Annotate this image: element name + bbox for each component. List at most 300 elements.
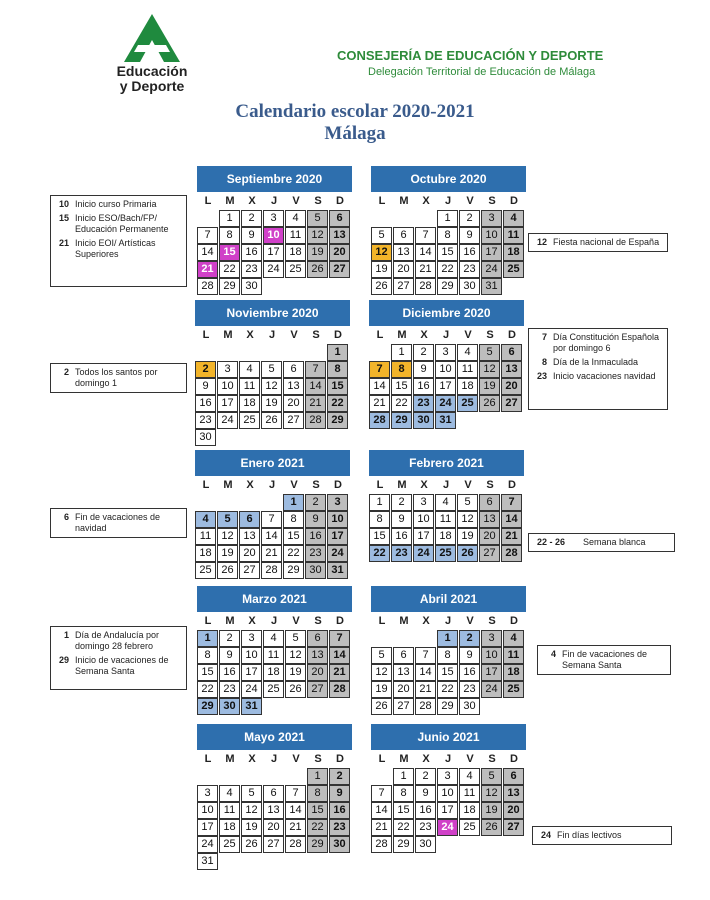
day-cell: 29 [327, 412, 348, 429]
weekday-label: M [399, 753, 409, 765]
day-cell: 20 [503, 802, 524, 819]
weekday-label: J [444, 615, 452, 627]
day-cell: 5 [457, 494, 478, 511]
day-cell: 24 [197, 836, 218, 853]
day-cell: 4 [503, 630, 524, 647]
day-cell: 2 [459, 210, 480, 227]
day-cell: 7 [285, 785, 306, 802]
day-cell: 19 [307, 244, 328, 261]
day-cell: 27 [329, 261, 350, 278]
day-cell: 22 [437, 681, 458, 698]
day-cell: 17 [413, 528, 434, 545]
day-cell: 16 [241, 244, 262, 261]
note-text: Día de Andalucía por domingo 28 febrero [75, 630, 160, 651]
weekday-label: L [204, 753, 212, 765]
weekday-label: S [488, 753, 496, 765]
day-cell: 14 [415, 664, 436, 681]
junta-logo-icon [124, 14, 180, 62]
day-cell: 20 [307, 664, 328, 681]
day-cell: 23 [195, 412, 216, 429]
day-cell: 25 [195, 562, 216, 579]
month-header: Enero 2021 [195, 450, 350, 476]
day-cell: 18 [457, 378, 478, 395]
day-cell: 25 [503, 261, 524, 278]
day-cell: 8 [327, 361, 348, 378]
month-header: Marzo 2021 [197, 586, 352, 612]
note-text: Todos los santos por domingo 1 [75, 367, 158, 388]
note-item [533, 830, 671, 841]
day-cell: 14 [285, 802, 306, 819]
day-cell: 16 [415, 802, 436, 819]
day-cell: 28 [261, 562, 282, 579]
day-cell: 3 [263, 210, 284, 227]
day-cell: 26 [261, 412, 282, 429]
weekday-label: S [486, 329, 494, 341]
day-cell: 22 [307, 819, 328, 836]
day-cell: 21 [261, 545, 282, 562]
day-cell: 28 [501, 545, 522, 562]
day-cell: 26 [371, 698, 392, 715]
day-cell: 5 [307, 210, 328, 227]
weekday-label: X [422, 195, 430, 207]
weekday-label: M [397, 329, 407, 341]
day-cell: 6 [393, 647, 414, 664]
note-day: 21 [58, 238, 69, 248]
day-cell: 20 [239, 545, 260, 562]
weekday-label: X [246, 329, 254, 341]
weekday-label: V [464, 329, 472, 341]
day-cell: 13 [329, 227, 350, 244]
day-cell: 1 [197, 630, 218, 647]
weekday-label: M [223, 329, 233, 341]
day-cell: 7 [415, 227, 436, 244]
day-cell: 7 [369, 361, 390, 378]
day-cell: 12 [261, 378, 282, 395]
day-cell: 19 [457, 528, 478, 545]
day-cell: 17 [263, 244, 284, 261]
note-box [50, 626, 187, 690]
day-cell: 18 [195, 545, 216, 562]
day-cell: 5 [217, 511, 238, 528]
day-cell: 20 [329, 244, 350, 261]
note-item [51, 655, 186, 677]
day-cell: 4 [285, 210, 306, 227]
day-cell: 7 [197, 227, 218, 244]
day-cell: 11 [285, 227, 306, 244]
day-cell: 25 [239, 412, 260, 429]
day-cell: 16 [413, 378, 434, 395]
day-cell: 18 [435, 528, 456, 545]
weekday-label: J [268, 479, 276, 491]
note-day: 29 [58, 655, 69, 665]
note-text: Fiesta nacional de España [553, 237, 660, 247]
weekday-label: J [442, 479, 450, 491]
day-cell: 4 [263, 630, 284, 647]
note-day: 24 [540, 830, 551, 840]
note-text: Inicio vacaciones navidad [553, 371, 656, 381]
weekday-label: L [376, 479, 384, 491]
day-cell: 11 [459, 785, 480, 802]
logo [112, 14, 192, 100]
month-header: Febrero 2021 [369, 450, 524, 476]
note-text: Fin días lectivos [557, 830, 622, 840]
weekday-label: D [510, 753, 518, 765]
day-cell: 30 [459, 698, 480, 715]
note-item [529, 237, 667, 248]
weekday-label: X [248, 195, 256, 207]
day-cell: 3 [435, 344, 456, 361]
weekday-label: S [486, 479, 494, 491]
day-cell: 22 [197, 681, 218, 698]
day-cell: 20 [479, 528, 500, 545]
day-cell: 20 [263, 819, 284, 836]
weekday-label: L [204, 195, 212, 207]
day-cell: 21 [371, 819, 392, 836]
day-cell: 30 [459, 278, 480, 295]
day-cell: 23 [459, 261, 480, 278]
day-cell: 18 [285, 244, 306, 261]
day-cell: 20 [393, 681, 414, 698]
note-text: Día Constitución Española por domingo 6 [553, 332, 660, 353]
day-cell: 2 [459, 630, 480, 647]
weekday-label: J [444, 195, 452, 207]
day-cell: 29 [283, 562, 304, 579]
day-cell: 9 [391, 511, 412, 528]
day-cell: 21 [197, 261, 218, 278]
day-cell: 2 [329, 768, 350, 785]
month-calendar [195, 300, 350, 443]
day-cell: 30 [305, 562, 326, 579]
day-cell: 8 [437, 647, 458, 664]
day-cell: 28 [415, 698, 436, 715]
day-cell: 4 [195, 511, 216, 528]
day-cell: 25 [263, 681, 284, 698]
day-cell: 19 [481, 802, 502, 819]
day-cell: 9 [241, 227, 262, 244]
day-cell: 1 [327, 344, 348, 361]
day-cell: 20 [393, 261, 414, 278]
day-cell: 4 [459, 768, 480, 785]
day-cell: 29 [391, 412, 412, 429]
day-cell: 1 [369, 494, 390, 511]
month-header: Octubre 2020 [371, 166, 526, 192]
day-cell: 29 [393, 836, 414, 853]
weekday-label: D [336, 195, 344, 207]
weekday-label: D [510, 615, 518, 627]
weekday-label: M [225, 195, 235, 207]
day-cell: 24 [263, 261, 284, 278]
weekday-label: D [334, 329, 342, 341]
weekday-label: L [202, 329, 210, 341]
day-cell: 15 [307, 802, 328, 819]
day-cell: 6 [393, 227, 414, 244]
day-cell: 31 [327, 562, 348, 579]
weekday-label: S [312, 479, 320, 491]
note-box [50, 195, 187, 287]
day-cell: 14 [415, 244, 436, 261]
weekday-label: L [376, 329, 384, 341]
day-cell: 21 [305, 395, 326, 412]
day-cell: 3 [197, 785, 218, 802]
day-cell: 3 [217, 361, 238, 378]
day-cell: 30 [329, 836, 350, 853]
day-cell: 13 [503, 785, 524, 802]
day-cell: 19 [479, 378, 500, 395]
day-cell: 6 [283, 361, 304, 378]
note-item [51, 367, 186, 389]
day-cell: 15 [219, 244, 240, 261]
day-cell: 29 [307, 836, 328, 853]
day-cell: 2 [219, 630, 240, 647]
day-cell: 17 [327, 528, 348, 545]
day-cell: 16 [305, 528, 326, 545]
weekday-label: S [488, 195, 496, 207]
day-cell: 4 [503, 210, 524, 227]
day-cell: 23 [219, 681, 240, 698]
weekday-label: J [444, 753, 452, 765]
note-item [51, 630, 186, 652]
month-calendar [371, 166, 526, 292]
note-text: Inicio curso Primaria [75, 199, 157, 209]
note-item [529, 357, 667, 368]
day-cell: 2 [413, 344, 434, 361]
day-cell: 19 [371, 681, 392, 698]
day-cell: 10 [435, 361, 456, 378]
note-item [51, 213, 186, 235]
day-cell: 22 [437, 261, 458, 278]
note-item [538, 649, 670, 671]
day-cell: 15 [391, 378, 412, 395]
day-cell: 14 [371, 802, 392, 819]
day-cell: 11 [219, 802, 240, 819]
day-cell: 11 [435, 511, 456, 528]
month-header: Septiembre 2020 [197, 166, 352, 192]
month-header: Diciembre 2020 [369, 300, 524, 326]
weekday-label: S [488, 615, 496, 627]
note-text: Semana blanca [583, 537, 646, 547]
day-cell: 6 [263, 785, 284, 802]
note-text: Inicio ESO/Bach/FP/ Educación Permanente [75, 213, 169, 234]
day-cell: 15 [393, 802, 414, 819]
weekday-label: D [336, 753, 344, 765]
day-cell: 7 [261, 511, 282, 528]
delegacion-subheading: Delegación Territorial de Educación de Málaga [368, 66, 596, 78]
day-cell: 22 [393, 819, 414, 836]
day-cell: 22 [327, 395, 348, 412]
day-cell: 3 [241, 630, 262, 647]
day-cell: 15 [437, 244, 458, 261]
weekday-label: D [510, 195, 518, 207]
day-cell: 14 [305, 378, 326, 395]
day-cell: 29 [437, 698, 458, 715]
day-cell: 23 [413, 395, 434, 412]
weekday-label: J [270, 753, 278, 765]
note-box [528, 533, 675, 552]
day-cell: 1 [393, 768, 414, 785]
day-cell: 26 [285, 681, 306, 698]
day-cell: 8 [391, 361, 412, 378]
weekday-label: M [223, 479, 233, 491]
weekday-label: L [202, 479, 210, 491]
day-cell: 18 [459, 802, 480, 819]
day-cell: 20 [283, 395, 304, 412]
day-cell: 9 [413, 361, 434, 378]
weekday-label: M [397, 479, 407, 491]
day-cell: 10 [327, 511, 348, 528]
day-cell: 2 [195, 361, 216, 378]
day-cell: 28 [371, 836, 392, 853]
day-cell: 17 [481, 664, 502, 681]
day-cell: 19 [261, 395, 282, 412]
day-cell: 27 [501, 395, 522, 412]
day-cell: 1 [437, 630, 458, 647]
month-header: Abril 2021 [371, 586, 526, 612]
day-cell: 12 [481, 785, 502, 802]
day-cell: 6 [479, 494, 500, 511]
day-cell: 9 [195, 378, 216, 395]
weekday-label: V [290, 329, 298, 341]
day-cell: 12 [285, 647, 306, 664]
day-cell: 6 [329, 210, 350, 227]
day-cell: 16 [391, 528, 412, 545]
weekday-label: X [246, 479, 254, 491]
day-cell: 12 [371, 664, 392, 681]
note-text: Día de la Inmaculada [553, 357, 639, 367]
day-cell: 26 [371, 278, 392, 295]
day-cell: 23 [391, 545, 412, 562]
day-cell: 8 [393, 785, 414, 802]
weekday-label: D [336, 615, 344, 627]
day-cell: 16 [459, 244, 480, 261]
day-cell: 11 [457, 361, 478, 378]
day-cell: 18 [503, 664, 524, 681]
day-cell: 17 [241, 664, 262, 681]
weekday-label: D [508, 479, 516, 491]
day-cell: 18 [219, 819, 240, 836]
day-cell: 30 [413, 412, 434, 429]
day-cell: 24 [241, 681, 262, 698]
day-cell: 31 [241, 698, 262, 715]
day-cell: 22 [369, 545, 390, 562]
note-day: 15 [58, 213, 69, 223]
day-cell: 31 [481, 278, 502, 295]
day-cell: 14 [369, 378, 390, 395]
weekday-label: X [420, 329, 428, 341]
day-cell: 28 [369, 412, 390, 429]
day-cell: 28 [415, 278, 436, 295]
day-cell: 3 [327, 494, 348, 511]
day-cell: 7 [305, 361, 326, 378]
day-cell: 26 [457, 545, 478, 562]
day-cell: 10 [197, 802, 218, 819]
note-item [529, 332, 667, 354]
day-cell: 22 [283, 545, 304, 562]
day-cell: 19 [285, 664, 306, 681]
day-cell: 21 [369, 395, 390, 412]
day-cell: 24 [435, 395, 456, 412]
note-box [50, 508, 187, 538]
day-cell: 10 [263, 227, 284, 244]
day-cell: 1 [391, 344, 412, 361]
day-cell: 28 [305, 412, 326, 429]
note-item [51, 199, 186, 210]
day-cell: 9 [459, 227, 480, 244]
day-cell: 9 [305, 511, 326, 528]
day-cell: 6 [239, 511, 260, 528]
day-cell: 25 [503, 681, 524, 698]
day-cell: 4 [239, 361, 260, 378]
weekday-label: L [378, 195, 386, 207]
day-cell: 13 [239, 528, 260, 545]
weekday-label: J [442, 329, 450, 341]
day-cell: 26 [307, 261, 328, 278]
month-header: Mayo 2021 [197, 724, 352, 750]
day-cell: 29 [197, 698, 218, 715]
note-day: 4 [550, 649, 556, 659]
day-cell: 14 [261, 528, 282, 545]
day-cell: 21 [329, 664, 350, 681]
note-day: 12 [536, 237, 547, 247]
day-cell: 12 [241, 802, 262, 819]
note-box [528, 328, 668, 410]
day-cell: 13 [501, 361, 522, 378]
day-cell: 8 [283, 511, 304, 528]
day-cell: 27 [307, 681, 328, 698]
day-cell: 23 [241, 261, 262, 278]
day-cell: 15 [283, 528, 304, 545]
weekday-label: M [399, 615, 409, 627]
day-cell: 1 [307, 768, 328, 785]
day-cell: 5 [481, 768, 502, 785]
weekday-label: X [248, 753, 256, 765]
day-cell: 25 [285, 261, 306, 278]
day-cell: 7 [371, 785, 392, 802]
note-text: Fin de vacaciones de navidad [75, 512, 161, 533]
day-cell: 11 [263, 647, 284, 664]
day-cell: 25 [219, 836, 240, 853]
month-calendar [369, 450, 524, 559]
day-cell: 29 [219, 278, 240, 295]
note-day: 22 - 26 [537, 537, 566, 547]
note-box [528, 233, 668, 252]
day-cell: 1 [437, 210, 458, 227]
weekday-label: J [270, 195, 278, 207]
weekday-label: M [225, 615, 235, 627]
day-cell: 30 [241, 278, 262, 295]
day-cell: 5 [371, 227, 392, 244]
note-day: 8 [541, 357, 547, 367]
day-cell: 14 [329, 647, 350, 664]
day-cell: 12 [457, 511, 478, 528]
day-cell: 11 [239, 378, 260, 395]
day-cell: 15 [197, 664, 218, 681]
day-cell: 12 [217, 528, 238, 545]
day-cell: 4 [457, 344, 478, 361]
consejeria-heading: CONSEJERÍA DE EDUCACIÓN Y DEPORTE [337, 48, 604, 63]
day-cell: 26 [241, 836, 262, 853]
weekday-label: V [292, 195, 300, 207]
day-cell: 30 [195, 429, 216, 446]
day-cell: 27 [263, 836, 284, 853]
weekday-label: D [508, 329, 516, 341]
day-cell: 3 [413, 494, 434, 511]
day-cell: 10 [481, 647, 502, 664]
note-box [537, 645, 671, 675]
day-cell: 17 [435, 378, 456, 395]
month-header: Noviembre 2020 [195, 300, 350, 326]
day-cell: 24 [413, 545, 434, 562]
day-cell: 21 [285, 819, 306, 836]
